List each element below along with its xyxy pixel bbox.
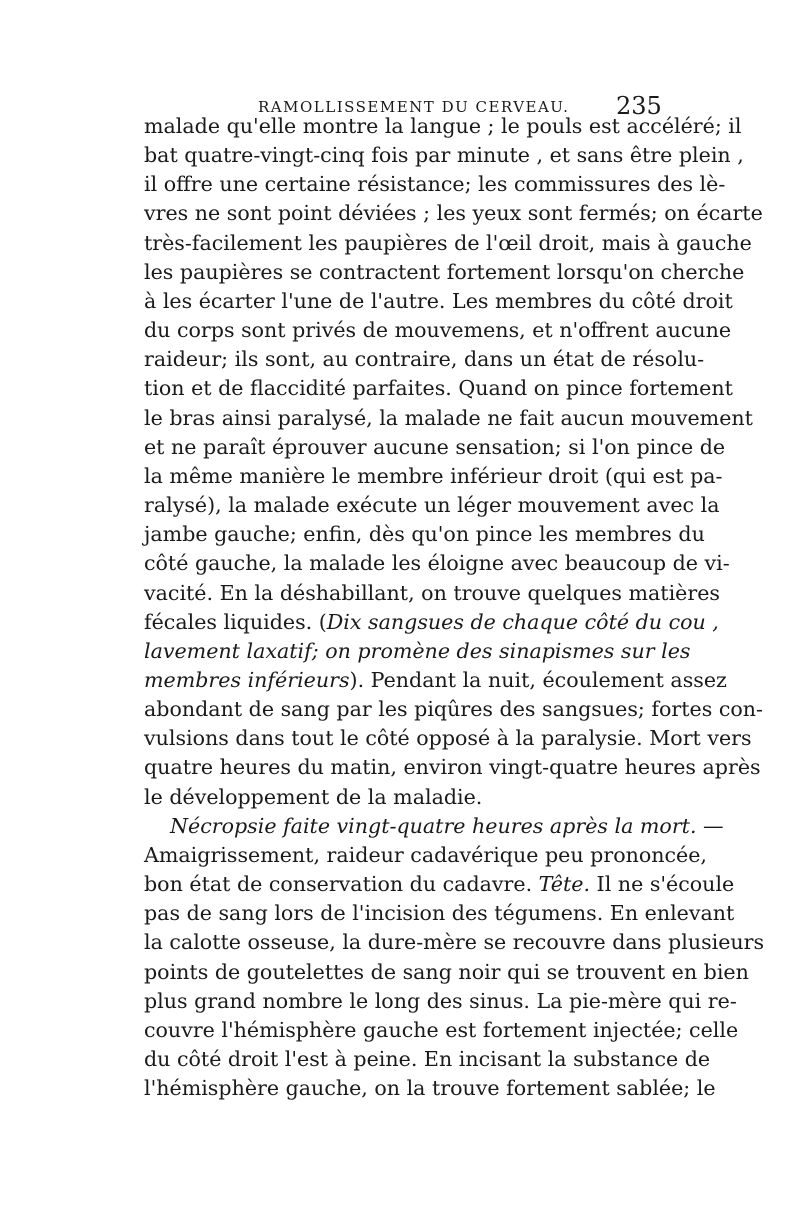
text-line: tion et de flaccidité parfaites. Quand on pince fortement: [144, 376, 733, 401]
text-line: Amaigrissement, raideur cadavérique peu prononcée,: [144, 842, 707, 867]
text-line: pas de sang lors de l'incision des tégumens. En enlevant: [144, 901, 735, 926]
text-line: vulsions dans tout le côté opposé à la paralysie. Mort vers: [144, 726, 752, 751]
italic-treatment-line: lavement laxatif; on promène des sinapismes sur les: [144, 638, 691, 663]
body-text: [144, 112, 765, 1103]
text-line: abondant de sang par les piqûres des sangsues; fortes con-: [144, 697, 763, 722]
text-line: du côté droit l'est à peine. En incisant la substance de: [144, 1047, 711, 1071]
text-line: ralysé), la malade exécute un léger mouvement avec la: [144, 493, 720, 518]
italic-treatment: Dix sangsues de chaque côté du cou ,: [326, 609, 719, 634]
text-line: la même manière le membre inférieur droit (qui est pa-: [144, 463, 723, 488]
text-line: côté gauche, la malade les éloigne avec beaucoup de vi-: [144, 551, 730, 576]
text-line: jambe gauche; enfin, dès qu'on pince les membres du: [144, 522, 705, 547]
text-fragment: —: [696, 813, 724, 838]
text-line: il offre une certaine résistance; les commissures des lè-: [144, 172, 726, 197]
text-line: l'hémisphère gauche, on la trouve fortement sablée; le: [144, 1076, 716, 1101]
necropsy-heading: Nécropsie faite vingt-quatre heures après la mort.: [170, 813, 697, 838]
page-number: 235: [616, 92, 662, 120]
necropsy-heading-line: [144, 812, 724, 841]
text-line: malade qu'elle montre la langue ; le pouls est accéléré; il: [144, 114, 742, 138]
text-fragment: Il ne s'écoule: [590, 872, 735, 897]
running-head: RAMOLLISSEMENT DU CERVEAU.: [258, 98, 570, 116]
text-fragment: bon état de conservation du cadavre.: [144, 872, 539, 897]
text-line: quatre heures du matin, environ vingt-quatre heures après: [144, 755, 761, 780]
section-label-tete: Tête.: [538, 872, 591, 897]
text-line: raideur; ils sont, au contraire, dans un état de résolu-: [144, 347, 705, 372]
text-line-treatment-start: [144, 608, 719, 637]
text-line: vacité. En la déshabillant, on trouve quelques matières: [144, 580, 720, 605]
text-line: couvre l'hémisphère gauche est fortement injectée; celle: [144, 1017, 739, 1042]
text-line: vres ne sont point déviées ; les yeux sont fermés; on écarte: [144, 201, 763, 226]
text-line-tete: [144, 870, 735, 899]
text-line: les paupières se contractent fortement lorsqu'on cherche: [144, 259, 745, 284]
text-line: le bras ainsi paralysé, la malade ne fait aucun mouvement: [144, 405, 753, 430]
italic-treatment: membres inférieurs: [144, 667, 350, 692]
text-line-treatment-end: [144, 666, 727, 695]
text-line: la calotte osseuse, la dure-mère se recouvre dans plusieurs: [144, 930, 765, 955]
text-fragment: fécales liquides. (: [144, 609, 327, 634]
text-line: et ne paraît éprouver aucune sensation; si l'on pince de: [144, 434, 726, 459]
text-fragment: ). Pendant la nuit, écoulement assez: [349, 667, 727, 692]
text-line: très-facilement les paupières de l'œil droit, mais à gauche: [144, 230, 752, 255]
text-line: bat quatre-vingt-cinq fois par minute , et sans être plein ,: [144, 143, 744, 168]
text-line: points de goutelettes de sang noir qui se trouvent en bien: [144, 959, 749, 984]
text-line: plus grand nombre le long des sinus. La pie-mère qui re-: [144, 988, 737, 1013]
text-line: à les écarter l'une de l'autre. Les membres du côté droit: [144, 288, 733, 313]
text-line: du corps sont privés de mouvemens, et n'offrent aucune: [144, 318, 732, 343]
text-line-paragraph-end: le développement de la maladie.: [144, 784, 483, 809]
